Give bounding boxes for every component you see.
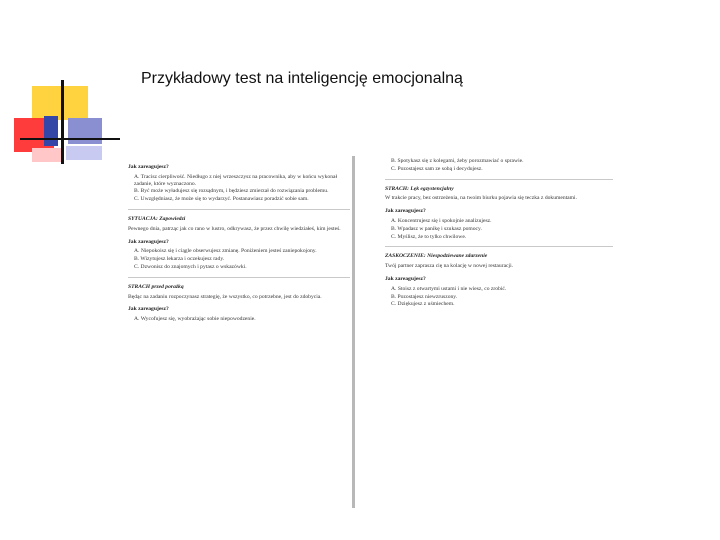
question-heading: Jak zareagujesz? [385,208,426,215]
decor-square-light-blue [66,146,102,160]
section-text: W trakcie pracy, bez ostrzeżenia, na twoim biurku pojawia się teczka z dokumentami. [385,195,577,202]
question-heading: Jak zareagujesz? [385,275,426,282]
slide-title: Przykładowy test na inteligencję emocjonalną [141,70,463,87]
book-spine-shadow [352,156,355,508]
section-heading: STRACH przed porażką [128,283,184,290]
answer-option: B. Spotykasz się z kolegami, żeby porozmawiać o sprawie. [391,158,524,164]
decor-square-pink [32,148,62,162]
answer-option: C. Dzwonisz do znajomych i pytasz o wskazówki. [134,263,247,270]
answer-option: C. Myślisz, że to tylko chwilowe. [391,233,467,240]
answer-option: A. Tracisz cierpliwość. Niedługo z niej wrzeszczysz na pracownika, aby w końcu wykonał zadanie, które wyznaczono. [134,173,338,187]
answer-option: B. Wizytujesz lekarza i oczekujesz rady. [134,256,225,263]
answer-option: A. Wycofujesz się, wyobrażając sobie niepowodzenie. [134,316,256,323]
answer-option: C. Dziękujesz z uśmiechem. [391,301,455,308]
divider [385,246,613,247]
answer-option: A. Niepokoisz się i ciągle obserwujesz zmianę. Poniżeniem jesteś zaniepokojony. [134,248,317,255]
decor-horizontal-line [20,138,120,140]
question-heading: Jak zareagujesz? [128,306,169,313]
section-heading: ZASKOCZENIE: Niespodziewane zdarzenie [385,253,488,260]
divider [128,209,350,210]
question-heading: Jak zareagujesz? [128,164,169,170]
answer-option: B. Wpadasz w panikę i szukasz pomocy. [391,225,482,232]
decor-square-blue [44,116,58,146]
decor-square-yellow [32,86,88,120]
answer-option: B. Być może wyładujesz się rozsądnym, i będziesz zmierzał do rozwiązania problemu. [134,188,329,195]
decor-vertical-line [61,80,64,164]
divider [128,277,350,278]
section-text: Pewnego dnia, patrząc jak co rano w lustro, odkrywasz, że przez chwilę wiedziałeś, kim jesteś. [128,225,341,232]
scanned-page-right [385,158,613,468]
answer-option: A. Stoisz z otwartymi ustami i nie wiesz, co zrobić. [391,285,507,292]
answer-option: B. Pozostajesz niewzruszony. [391,293,458,300]
divider [385,179,613,180]
scanned-page-left [128,158,350,508]
answer-option: C. Pozostajesz sam ze sobą i decydujesz. [391,165,483,172]
decor-square-violet [68,118,102,144]
section-heading: STRACH: Lęk egzystencjalny [385,185,454,192]
answer-option: A. Koncentrujesz się i spokojnie analizujesz. [391,217,492,224]
question-heading: Jak zareagujesz? [128,238,169,245]
section-heading: SYTUACJA: Zapowiedzi [128,215,186,222]
answer-option: C. Uwzględniasz, że może się to wydarzyć. Postanawiasz poradzić sobie sam. [134,196,309,203]
section-text: Twój partner zaprasza cię na kolację w nowej restauracji. [385,263,514,270]
section-text: Będąc na zadaniu rozpoczynasz strategię, że wszystko, co potrzebne, jest do zdobycia. [128,293,322,300]
